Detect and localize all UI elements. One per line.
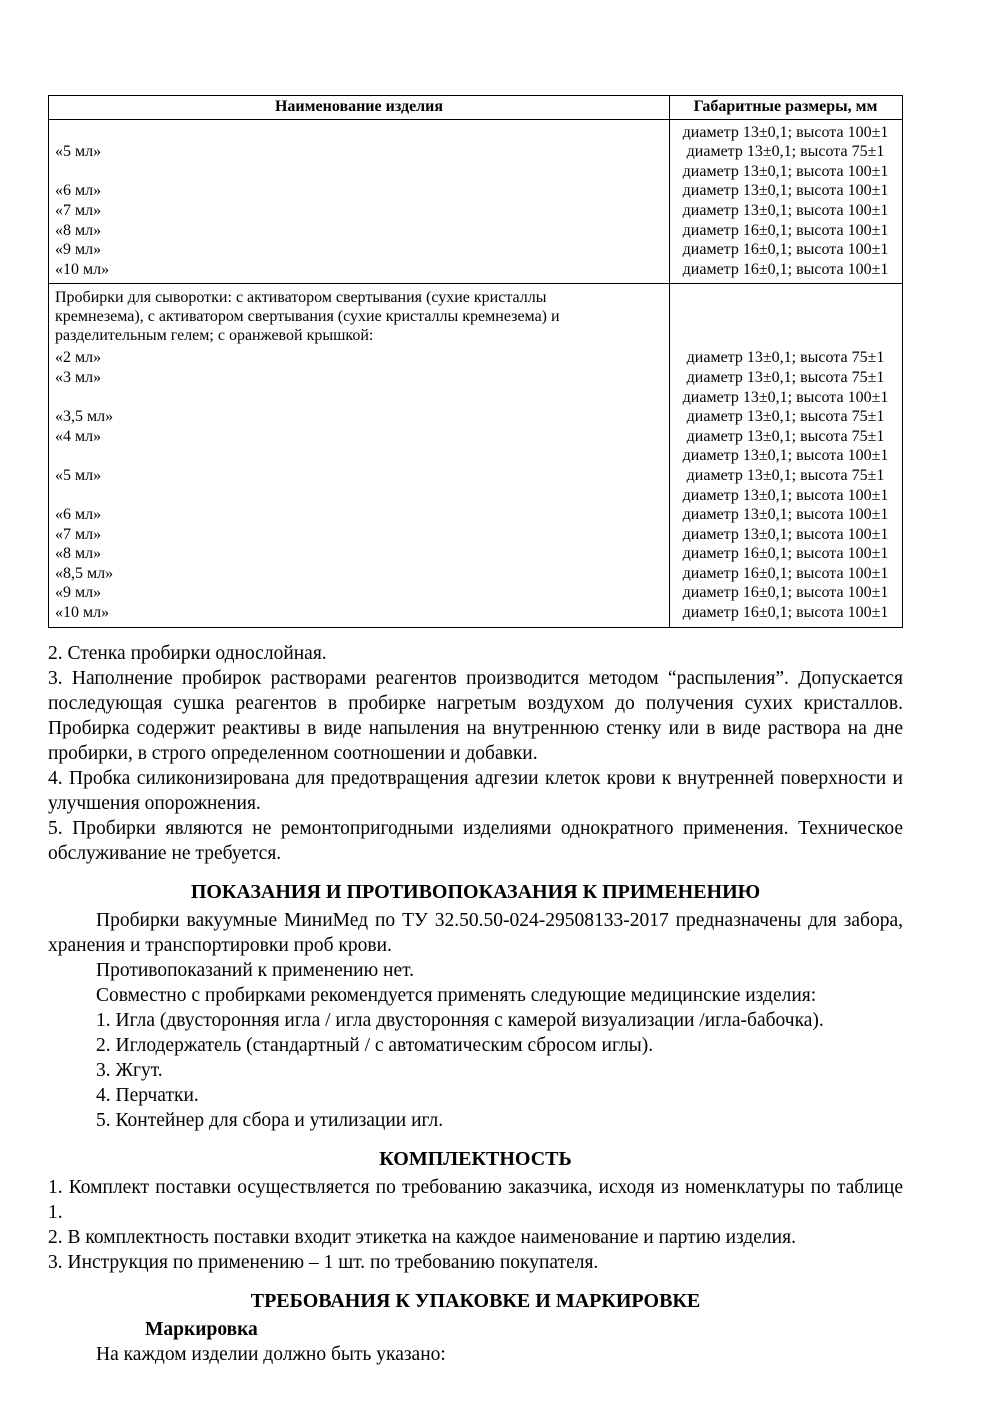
- dimensions-cell: диаметр 13±0,1; высота 75±1: [686, 466, 885, 484]
- list-item: 1. Игла (двусторонняя игла / игла двусторонняя с камерой визуализации /игла-бабочка).: [96, 1009, 824, 1031]
- dimensions-cell: диаметр 13±0,1; высота 100±1: [682, 486, 889, 504]
- dimensions-cell: диаметр 16±0,1; высота 100±1: [682, 604, 889, 622]
- dimensions-cell: диаметр 13±0,1; высота 75±1: [686, 143, 885, 161]
- dimensions-cell: диаметр 13±0,1; высота 100±1: [682, 525, 889, 543]
- paragraph-reagent-filling: 3. Наполнение пробирок растворами реагентов производится методом “распыления”. Допускается последующая сушка реагентов в пробирке нагретым воздухом до получения сухих кристаллов. Пробирка содержит реактивы в виде напыления на внутреннюю стенку или в виде раствора на дне пробирки, в строго определенном соотношении и добавки.: [48, 667, 903, 764]
- dimensions-cell: диаметр 16±0,1; высота 100±1: [682, 545, 889, 563]
- document-body: [48, 641, 903, 1367]
- table-row: [49, 525, 902, 545]
- paragraph-single-use: 5. Пробирки являются не ремонтопригодными изделиями однократного применения. Техническое обслуживание не требуется.: [48, 817, 903, 864]
- table-row: [49, 446, 902, 466]
- dimensions-cell: диаметр 16±0,1; высота 100±1: [682, 260, 889, 278]
- table-row: [49, 123, 902, 143]
- dimensions-cell: диаметр 13±0,1; высота 100±1: [682, 162, 889, 180]
- product-name-cell: «5 мл»: [55, 466, 102, 484]
- table-row: [49, 407, 902, 427]
- dimensions-cell: диаметр 16±0,1; высота 100±1: [682, 221, 889, 239]
- product-name-cell: «7 мл»: [55, 525, 102, 543]
- table-section-plain-tubes: [49, 120, 902, 284]
- completeness-list: [48, 1175, 903, 1275]
- section-heading-completeness: КОМПЛЕКТНОСТЬ: [379, 1147, 572, 1170]
- dimensions-cell: диаметр 13±0,1; высота 75±1: [686, 349, 885, 367]
- list-item: 1. Комплект поставки осуществляется по требованию заказчика, исходя из номенклатуры по таблице 1.: [48, 1176, 903, 1223]
- table-row: [49, 544, 902, 564]
- product-name-cell: «10 мл»: [55, 260, 110, 278]
- list-item: 2. Иглодержатель (стандартный / с автоматическим сбросом иглы).: [96, 1034, 654, 1056]
- table-row: [49, 181, 902, 201]
- dimensions-cell: диаметр 13±0,1; высота 100±1: [682, 506, 889, 524]
- dimensions-cell: диаметр 13±0,1; высота 100±1: [682, 201, 889, 219]
- product-name-cell: «5 мл»: [55, 143, 102, 161]
- table-row: [49, 466, 902, 486]
- column-header-product-name: Наименование изделия: [274, 98, 444, 115]
- list-item: 2. В комплектность поставки входит этикетка на каждое наименование и партию изделия.: [48, 1226, 796, 1248]
- serum-intro-row: [49, 284, 902, 348]
- dimensions-cell: диаметр 13±0,1; высота 100±1: [682, 388, 889, 406]
- dimensions-cell: диаметр 16±0,1; высота 100±1: [682, 584, 889, 602]
- dimensions-cell: диаметр 13±0,1; высота 100±1: [682, 182, 889, 200]
- product-name-cell: «4 мл»: [55, 427, 102, 445]
- dimensions-cell: диаметр 13±0,1; высота 75±1: [686, 427, 885, 445]
- product-name-cell: «10 мл»: [55, 604, 110, 622]
- product-name-cell: «8 мл»: [55, 545, 102, 563]
- paragraph-contraindications: Противопоказаний к применению нет.: [96, 959, 415, 981]
- table-row: [49, 388, 902, 408]
- table-row: [49, 221, 902, 241]
- product-name-cell: [49, 123, 669, 143]
- subheading-marking: Маркировка: [145, 1318, 258, 1340]
- table-row: [49, 201, 902, 221]
- dimensions-cell: диаметр 13±0,1; высота 100±1: [682, 123, 889, 141]
- paragraph-stopper-silicone: 4. Пробка силиконизирована для предотвращения адгезии клеток крови к внутренней поверхности и улучшения опорожнения.: [48, 767, 903, 814]
- product-name-cell: «8 мл»: [55, 221, 102, 239]
- table-row: [49, 564, 902, 584]
- paragraph-tube-wall: 2. Стенка пробирки однослойная.: [48, 642, 327, 664]
- table-row: [49, 260, 902, 280]
- table-row: [49, 348, 902, 368]
- table-header-row: [49, 96, 902, 120]
- product-name-cell: [49, 388, 669, 408]
- product-name-cell: «6 мл»: [55, 506, 102, 524]
- list-item: 4. Перчатки.: [96, 1084, 199, 1106]
- product-name-cell: «8,5 мл»: [55, 564, 114, 582]
- list-item: 5. Контейнер для сбора и утилизации игл.: [96, 1109, 444, 1131]
- section-heading-indications: ПОКАЗАНИЯ И ПРОТИВОПОКАЗАНИЯ К ПРИМЕНЕНИЮ: [190, 880, 761, 903]
- table-section-serum-tubes: [49, 283, 902, 626]
- product-name-cell: «7 мл»: [55, 201, 102, 219]
- table-row: [49, 603, 902, 623]
- product-name-cell: «6 мл»: [55, 182, 102, 200]
- table-row: [49, 142, 902, 162]
- products-table: [48, 95, 903, 628]
- recommended-devices-list: [48, 1008, 903, 1133]
- dimensions-cell: диаметр 13±0,1; высота 75±1: [686, 408, 885, 426]
- product-name-cell: [49, 486, 669, 506]
- product-name-cell: [49, 446, 669, 466]
- serum-intro-text: Пробирки для сыворотки: с активатором свертывания (сухие кристаллы кремнезема), с активатором свертывания (сухие кристаллы кремнезема) и разделительным гелем; с оранжевой крышкой:: [55, 289, 560, 345]
- list-item: 3. Инструкция по применению – 1 шт. по требованию покупателя.: [48, 1251, 599, 1273]
- table-row: [49, 368, 902, 388]
- dimensions-cell: диаметр 16±0,1; высота 100±1: [682, 241, 889, 259]
- serum-rows: [49, 348, 902, 622]
- dimensions-cell: диаметр 13±0,1; высота 100±1: [682, 447, 889, 465]
- table-row: [49, 427, 902, 447]
- product-name-cell: [49, 162, 669, 182]
- list-item: 3. Жгут.: [96, 1059, 163, 1081]
- product-name-cell: «3,5 мл»: [55, 408, 114, 426]
- column-header-dimensions: Габаритные размеры, мм: [693, 98, 878, 115]
- table-row: [49, 162, 902, 182]
- dimensions-cell: диаметр 13±0,1; высота 75±1: [686, 368, 885, 386]
- table-row: [49, 583, 902, 603]
- paragraph-marking-requirements: На каждом изделии должно быть указано:: [96, 1343, 446, 1365]
- table-row: [49, 486, 902, 506]
- serum-intro-empty-cell: [669, 284, 902, 348]
- paragraph-recommended-devices: Совместно с пробирками рекомендуется применять следующие медицинские изделия:: [96, 984, 817, 1006]
- product-name-cell: «2 мл»: [55, 349, 102, 367]
- dimensions-cell: диаметр 16±0,1; высота 100±1: [682, 564, 889, 582]
- table-row: [49, 240, 902, 260]
- table-row: [49, 505, 902, 525]
- section-heading-packaging: ТРЕБОВАНИЯ К УПАКОВКЕ И МАРКИРОВКЕ: [250, 1289, 701, 1312]
- product-name-cell: «3 мл»: [55, 368, 102, 386]
- product-name-cell: «9 мл»: [55, 241, 102, 259]
- product-name-cell: «9 мл»: [55, 584, 102, 602]
- table-column-divider: [669, 96, 670, 627]
- paragraph-intended-use: Пробирки вакуумные МиниМед по ТУ 32.50.50-024-29508133-2017 предназначены для забора, хранения и транспортировки проб крови.: [48, 909, 903, 956]
